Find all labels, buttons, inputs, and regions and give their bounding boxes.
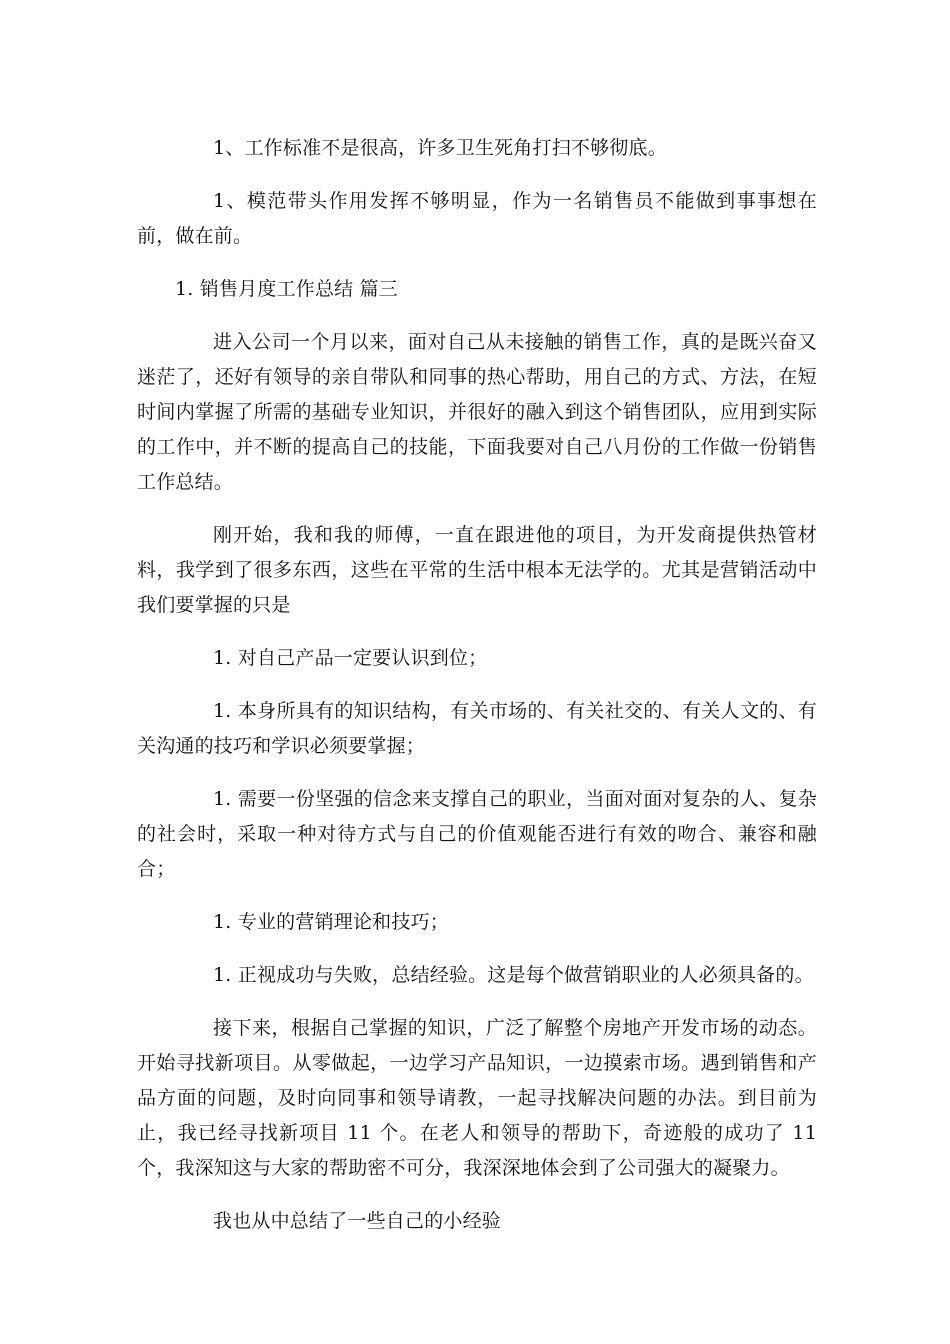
list-item-product: 1. 对自己产品一定要认识到位； bbox=[213, 647, 488, 669]
paragraph-next-steps: 接下来，根据自己掌握的知识，广泛了解整个房地产开发市场的动态。开始寻找新项目。从零做起，一边学习产品知识，一边摸索市场。遇到销售和产品方面的问题，及时向同事和领导请教，一起寻找解决问题的办法。到目前为止，我已经寻找新项目 11 个。在老人和领导的帮助下，奇迹般的成功了 11 个，我深知这与大家的帮助密不可分，我深深地体会到了公司强大的凝聚力。 bbox=[137, 1017, 817, 1179]
paragraph-issue-1: 1、工作标准不是很高，许多卫生死角打扫不够彻底。 bbox=[213, 137, 667, 159]
document-body bbox=[137, 131, 817, 1257]
list-item-belief: 1. 需要一份坚强的信念来支撑自己的职业，当面对面对复杂的人、复杂的社会时，采取一种对待方式与自己的价值观能否进行有效的吻合、兼容和融合； bbox=[137, 788, 817, 880]
list-item-knowledge: 1. 本身所具有的知识结构，有关市场的、有关社交的、有关人文的、有关沟通的技巧和学识必须要掌握； bbox=[137, 700, 817, 757]
paragraph-intro: 进入公司一个月以来，面对自己从未接触的销售工作，真的是既兴奋又迷茫了，还好有领导的亲自带队和同事的热心帮助，用自己的方式、方法，在短时间内掌握了所需的基础专业知识，并很好的融入到这个销售团队，应用到实际的工作中，并不断的提高自己的技能，下面我要对自己八月份的工作做一份销售工作总结。 bbox=[137, 331, 817, 493]
list-item-theory: 1. 专业的营销理论和技巧； bbox=[213, 911, 449, 933]
section-heading: 1. 销售月度工作总结 篇三 bbox=[175, 278, 399, 300]
paragraph-issue-2: 1、模范带头作用发挥不够明显，作为一名销售员不能做到事事想在前，做在前。 bbox=[137, 190, 817, 247]
list-item-success-failure: 1. 正视成功与失败，总结经验。这是每个做营销职业的人必须具备的。 bbox=[213, 964, 814, 986]
paragraph-experience: 我也从中总结了一些自己的小经验 bbox=[213, 1210, 502, 1232]
paragraph-mentor: 刚开始，我和我的师傅，一直在跟进他的项目，为开发商提供热管材料，我学到了很多东西，这些在平常的生活中根本无法学的。尤其是营销活动中我们要掌握的只是 bbox=[137, 524, 817, 616]
